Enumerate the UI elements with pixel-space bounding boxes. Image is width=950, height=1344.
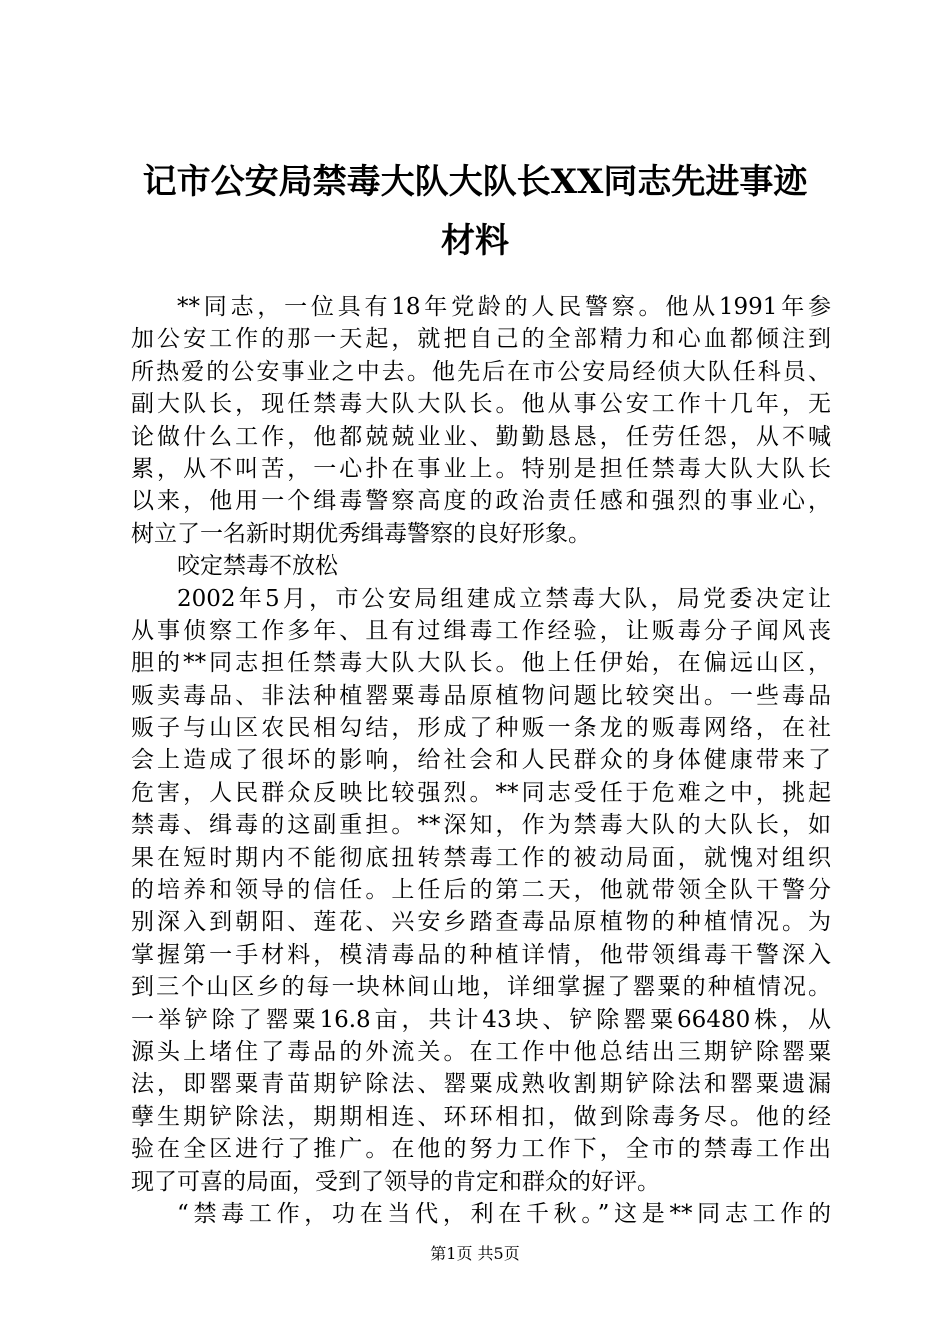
body-line: 到三个山区乡的每一块林间山地，详细掌握了罂粟的种植情况。 [131, 974, 831, 1001]
body-line: 现了可喜的局面，受到了领导的肯定和群众的好评。 [131, 1168, 660, 1195]
body-line: 验在全区进行了推广。在他的努力工作下，全市的禁毒工作出 [131, 1136, 831, 1163]
body-line: 树立了一名新时期优秀缉毒警察的良好形象。 [131, 520, 591, 547]
body-line: 孽生期铲除法，期期相连、环环相扣，做到除毒务尽。他的经 [131, 1103, 831, 1130]
body-line: 的培养和领导的信任。上任后的第二天，他就带领全队干警分 [131, 877, 831, 904]
page-number-footer: 第1页 共5页 [430, 1244, 520, 1263]
document-body [131, 291, 831, 1230]
body-line: 危害，人民群众反映比较强烈。**同志受任于危难之中，挑起 [131, 779, 831, 806]
body-line: 累，从不叫苦，一心扑在事业上。特别是担任禁毒大队大队长 [131, 455, 831, 482]
document-title-line-2: 材料 [441, 221, 509, 261]
body-line: 所热爱的公安事业之中去。他先后在市公安局经侦大队任科员、 [131, 358, 831, 385]
body-line: 贩卖毒品、非法种植罂粟毒品原植物问题比较突出。一些毒品 [131, 682, 831, 709]
body-line: 副大队长，现任禁毒大队大队长。他从事公安工作十几年，无 [131, 391, 831, 418]
body-line: 果在短时期内不能彻底扭转禁毒工作的被动局面，就愧对组织 [131, 844, 831, 871]
body-line: 会上造成了很坏的影响，给社会和人民群众的身体健康带来了 [131, 747, 831, 774]
body-line: “禁毒工作，功在当代，利在千秋。”这是**同志工作的 [177, 1200, 831, 1227]
body-line: 别深入到朝阳、莲花、兴安乡踏查毒品原植物的种植情况。为 [131, 909, 831, 936]
body-line: 贩子与山区农民相勾结，形成了种贩一条龙的贩毒网络，在社 [131, 715, 831, 742]
body-line: 加公安工作的那一天起，就把自己的全部精力和心血都倾注到 [131, 326, 831, 353]
body-line: **同志，一位具有18年党龄的人民警察。他从1991年参 [177, 294, 831, 320]
body-line: 掌握第一手材料，模清毒品的种植详情，他带领缉毒干警深入 [131, 941, 831, 968]
body-line: 从事侦察工作多年、且有过缉毒工作经验，让贩毒分子闻风丧 [131, 617, 831, 644]
document-title-line-1: 记市公安局禁毒大队大队长XX同志先进事迹 [142, 162, 808, 202]
body-line: 论做什么工作，他都兢兢业业、勤勤恳恳，任劳任怨，从不喊 [131, 423, 831, 450]
section-heading: 咬定禁毒不放松 [177, 553, 338, 580]
body-line: 法，即罂粟青苗期铲除法、罂粟成熟收割期铲除法和罂粟遗漏 [131, 1071, 831, 1098]
body-line: 以来，他用一个缉毒警察高度的政治责任感和强烈的事业心， [131, 488, 831, 515]
body-line: 禁毒、缉毒的这副重担。**深知，作为禁毒大队的大队长，如 [131, 812, 831, 839]
body-line: 胆的**同志担任禁毒大队大队长。他上任伊始，在偏远山区， [131, 650, 831, 677]
body-line: 2002年5月，市公安局组建成立禁毒大队，局党委决定让 [177, 585, 831, 612]
body-line: 源头上堵住了毒品的外流关。在工作中他总结出三期铲除罂粟 [131, 1038, 831, 1065]
body-line: 一举铲除了罂粟16.8亩，共计43块、铲除罂粟66480株，从 [131, 1006, 831, 1033]
